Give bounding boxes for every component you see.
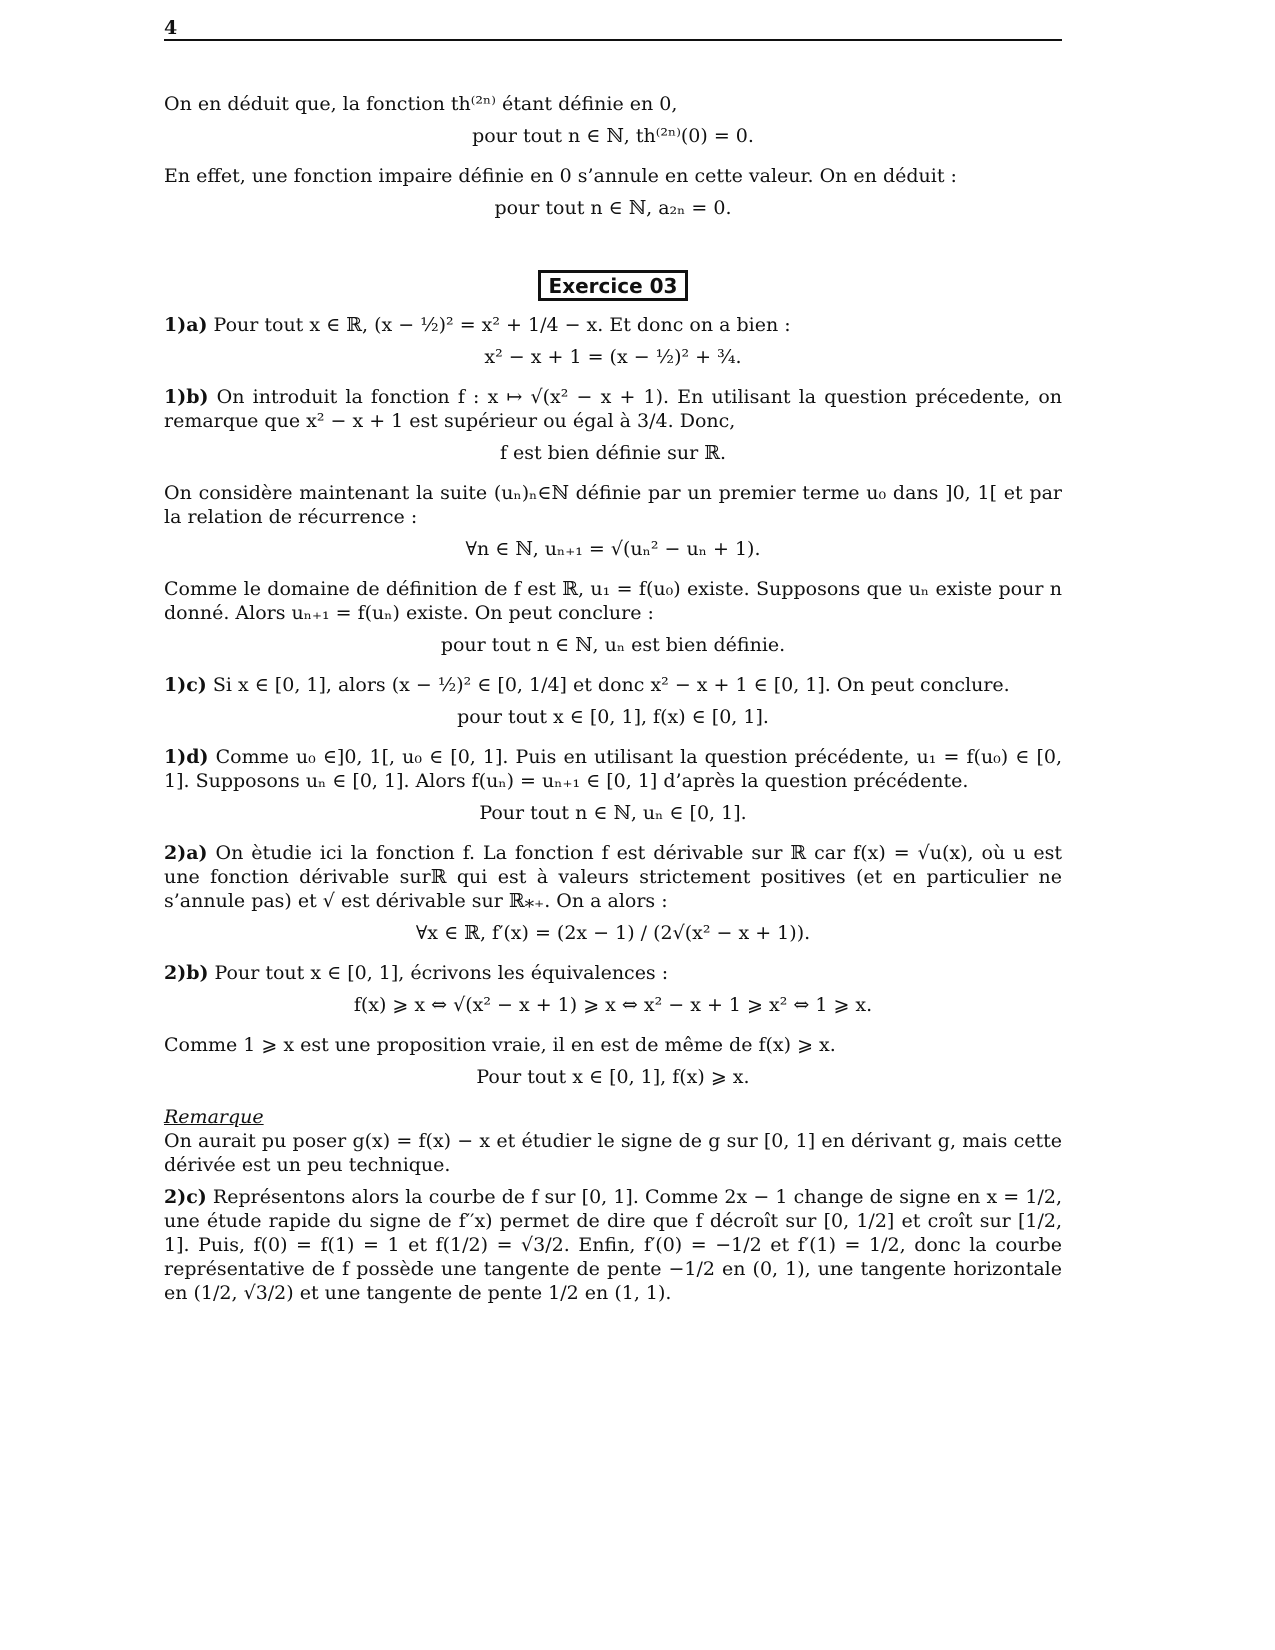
question-text: On ètudie ici la fonction f. La fonction f est dérivable sur ℝ car f(x) = √u(x), où u est une fonction dérivable surℝ qui est à valeurs strictement positives (et en particulier ne s’annule pas) et √ est dérivable sur ℝ⁎₊. On a alors : <box>164 842 1062 912</box>
question-text: Pour tout x ∈ [0, 1], écrivons les équivalences : <box>208 962 669 984</box>
question-label: 1)b) <box>164 386 209 408</box>
exercise-title: Exercice 03 <box>538 270 689 301</box>
exercise-heading <box>164 270 1062 301</box>
paragraph: Comme 1 ⩾ x est une proposition vraie, il en est de même de f(x) ⩾ x. <box>164 1034 836 1056</box>
question-1d <box>164 745 1062 793</box>
paragraph: On considère maintenant la suite (uₙ)ₙ∈ℕ définie par un premier terme u₀ dans ]0, 1[ et par la relation de récurrence : <box>164 482 1062 528</box>
question-label: 1)a) <box>164 314 208 336</box>
question-text: Si x ∈ [0, 1], alors (x − ½)² ∈ [0, 1/4] et donc x² − x + 1 ∈ [0, 1]. On peut conclure. <box>206 674 1010 696</box>
paragraph: Comme le domaine de définition de f est ℝ, u₁ = f(u₀) existe. Supposons que uₙ existe pour n donné. Alors uₙ₊₁ = f(uₙ) existe. On peut conclure : <box>164 578 1062 624</box>
question-1b <box>164 385 1062 433</box>
display-equation: pour tout x ∈ [0, 1], f(x) ∈ [0, 1]. <box>457 706 769 728</box>
header-rule <box>164 39 1062 41</box>
paragraph: On en déduit que, la fonction th⁽²ⁿ⁾ étant définie en 0, <box>164 93 678 115</box>
question-text: Représentons alors la courbe de f sur [0, 1]. Comme 2x − 1 change de signe en x = 1/2, une étude rapide du signe de f′′x) permet de dire que f décroît sur [0, 1/2] et croît sur [1/2, 1]. Puis, f(0) = f(1) = 1 et f(1/2) = √3/2. Enfin, f′(0) = −1/2 et f′(1) = 1/2, donc la courbe représentative de f possède une tangente de pente −1/2 en (0, 1), une tangente horizontale en (1/2, √3/2) et une tangente de pente 1/2 en (1, 1). <box>164 1186 1062 1304</box>
page-content <box>164 92 1062 1313</box>
page-number: 4 <box>164 17 178 39</box>
question-text: Pour tout x ∈ ℝ, (x − ½)² = x² + 1/4 − x. Et donc on a bien : <box>207 314 791 336</box>
display-equation: f est bien définie sur ℝ. <box>499 442 727 464</box>
question-1a <box>164 313 1062 337</box>
display-equation: pour tout n ∈ ℕ, a₂ₙ = 0. <box>494 197 732 219</box>
display-equation: ∀n ∈ ℕ, uₙ₊₁ = √(uₙ² − uₙ + 1). <box>465 538 761 560</box>
display-equation: Pour tout x ∈ [0, 1], f(x) ⩾ x. <box>476 1066 750 1088</box>
remark-title: Remarque <box>164 1106 264 1128</box>
question-label: 2)b) <box>164 962 209 984</box>
display-equation: f(x) ⩾ x ⇔ √(x² − x + 1) ⩾ x ⇔ x² − x + 1 ⩾ x² ⇔ 1 ⩾ x. <box>353 994 873 1016</box>
question-label: 2)c) <box>164 1186 207 1208</box>
question-label: 1)d) <box>164 746 209 768</box>
display-equation: ∀x ∈ ℝ, f′(x) = (2x − 1) / (2√(x² − x + 1)). <box>415 922 811 944</box>
display-equation: pour tout n ∈ ℕ, th⁽²ⁿ⁾(0) = 0. <box>472 125 754 147</box>
display-equation: Pour tout n ∈ ℕ, uₙ ∈ [0, 1]. <box>479 802 747 824</box>
question-label: 2)a) <box>164 842 208 864</box>
display-equation: pour tout n ∈ ℕ, uₙ est bien définie. <box>440 634 786 656</box>
question-text: On introduit la fonction f : x ↦ √(x² − x + 1). En utilisant la question précedente, on remarque que x² − x + 1 est supérieur ou égal à 3/4. Donc, <box>164 386 1062 432</box>
question-text: Comme u₀ ∈]0, 1[, u₀ ∈ [0, 1]. Puis en utilisant la question précédente, u₁ = f(u₀) ∈ [0, 1]. Supposons uₙ ∈ [0, 1]. Alors f(uₙ) = uₙ₊₁ ∈ [0, 1] d’après la question précédente. <box>164 746 1062 792</box>
remark-text: On aurait pu poser g(x) = f(x) − x et étudier le signe de g sur [0, 1] en dérivant g, mais cette dérivée est un peu technique. <box>164 1130 1062 1176</box>
question-1c <box>164 673 1062 697</box>
question-2b <box>164 961 1062 985</box>
question-label: 1)c) <box>164 674 207 696</box>
paragraph: En effet, une fonction impaire définie en 0 s’annule en cette valeur. On en déduit : <box>164 165 957 187</box>
display-equation: x² − x + 1 = (x − ½)² + ¾. <box>484 346 742 368</box>
question-2a <box>164 841 1062 913</box>
question-2c <box>164 1185 1062 1305</box>
